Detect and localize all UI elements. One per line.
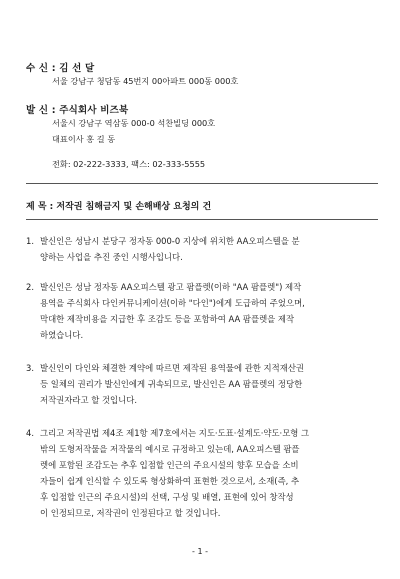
item-line: 렛에 포함된 조감도는 추후 입점할 인근의 주요시설의 향후 모습을 소비 [40, 460, 299, 470]
item-line: 후 입점할 인근의 주요시설)의 선택, 구성 및 배열, 표현에 있어 창작성 [40, 492, 294, 502]
page-number: - 1 - [192, 547, 208, 556]
item-line: 등 일체의 권리가 발신인에게 귀속되므로, 발신인은 AA 팜플렛의 정당한 [40, 379, 303, 389]
sender-representative: 대표이사 홍 길 동 [52, 134, 116, 144]
item-line: 발신인은 성남시 분당구 정자동 000-0 지상에 위치한 AA오피스텔을 분 [40, 236, 300, 246]
item-line: 막대한 제작비용을 지급한 후 조감도 등을 포함하여 AA 팜플렛을 제작 [40, 314, 295, 324]
item-line: 하였습니다. [40, 330, 84, 340]
recipient-address: 서울 강남구 청담동 45번지 00아파트 000동 000호 [52, 76, 239, 86]
sender-address: 서울시 강남구 역삼동 000-0 석찬빌딩 000호 [52, 118, 216, 128]
bottom-divider [26, 219, 378, 220]
item-number: 1. [26, 236, 34, 246]
item-line: 밖의 도형저작물을 저작물의 예시로 규정하고 있는데, AA오피스텔 팜플 [40, 444, 300, 454]
item-line: 이 인정되므로, 저작권이 인정된다고 할 것입니다. [40, 508, 221, 518]
item-line: 저작권자라고 할 것입니다. [40, 395, 137, 405]
item-line: 자들이 쉽게 인식할 수 있도록 형상화하여 표현한 것으로서, 소재(즉, 추 [40, 476, 300, 486]
item-line: 발신인이 다인와 체결한 계약에 따르면 제작된 용역물에 관한 지적재산권 [40, 363, 305, 373]
item-number: 4. [26, 428, 34, 438]
recipient-label: 수 신 : 김 선 달 [26, 63, 95, 74]
item-number: 2. [26, 282, 34, 292]
item-line: 양하는 사업을 추진 중인 시행사입니다. [40, 252, 183, 262]
sender-label: 발 신 : 주식회사 비즈북 [26, 105, 129, 116]
sender-contact: 전화: 02-222-3333, 팩스: 02-333-5555 [52, 159, 206, 169]
top-divider [26, 183, 378, 184]
item-line: 발신인은 성남 정자동 AA오피스텔 광고 팜플렛(이하 "AA 팜플렛") 제작 [40, 282, 302, 292]
subject-line: 제 목 : 저작권 침해금지 및 손해배상 요청의 건 [26, 202, 212, 212]
item-number: 3. [26, 363, 34, 373]
item-line: 그리고 저작권법 제4조 제1항 제7호에서는 지도·도표·설계도·약도·모형 그 [40, 428, 310, 438]
item-line: 용역을 주식회사 다인커뮤니케이션(이하 "다인")에게 도급하여 주었으며, [40, 298, 305, 308]
